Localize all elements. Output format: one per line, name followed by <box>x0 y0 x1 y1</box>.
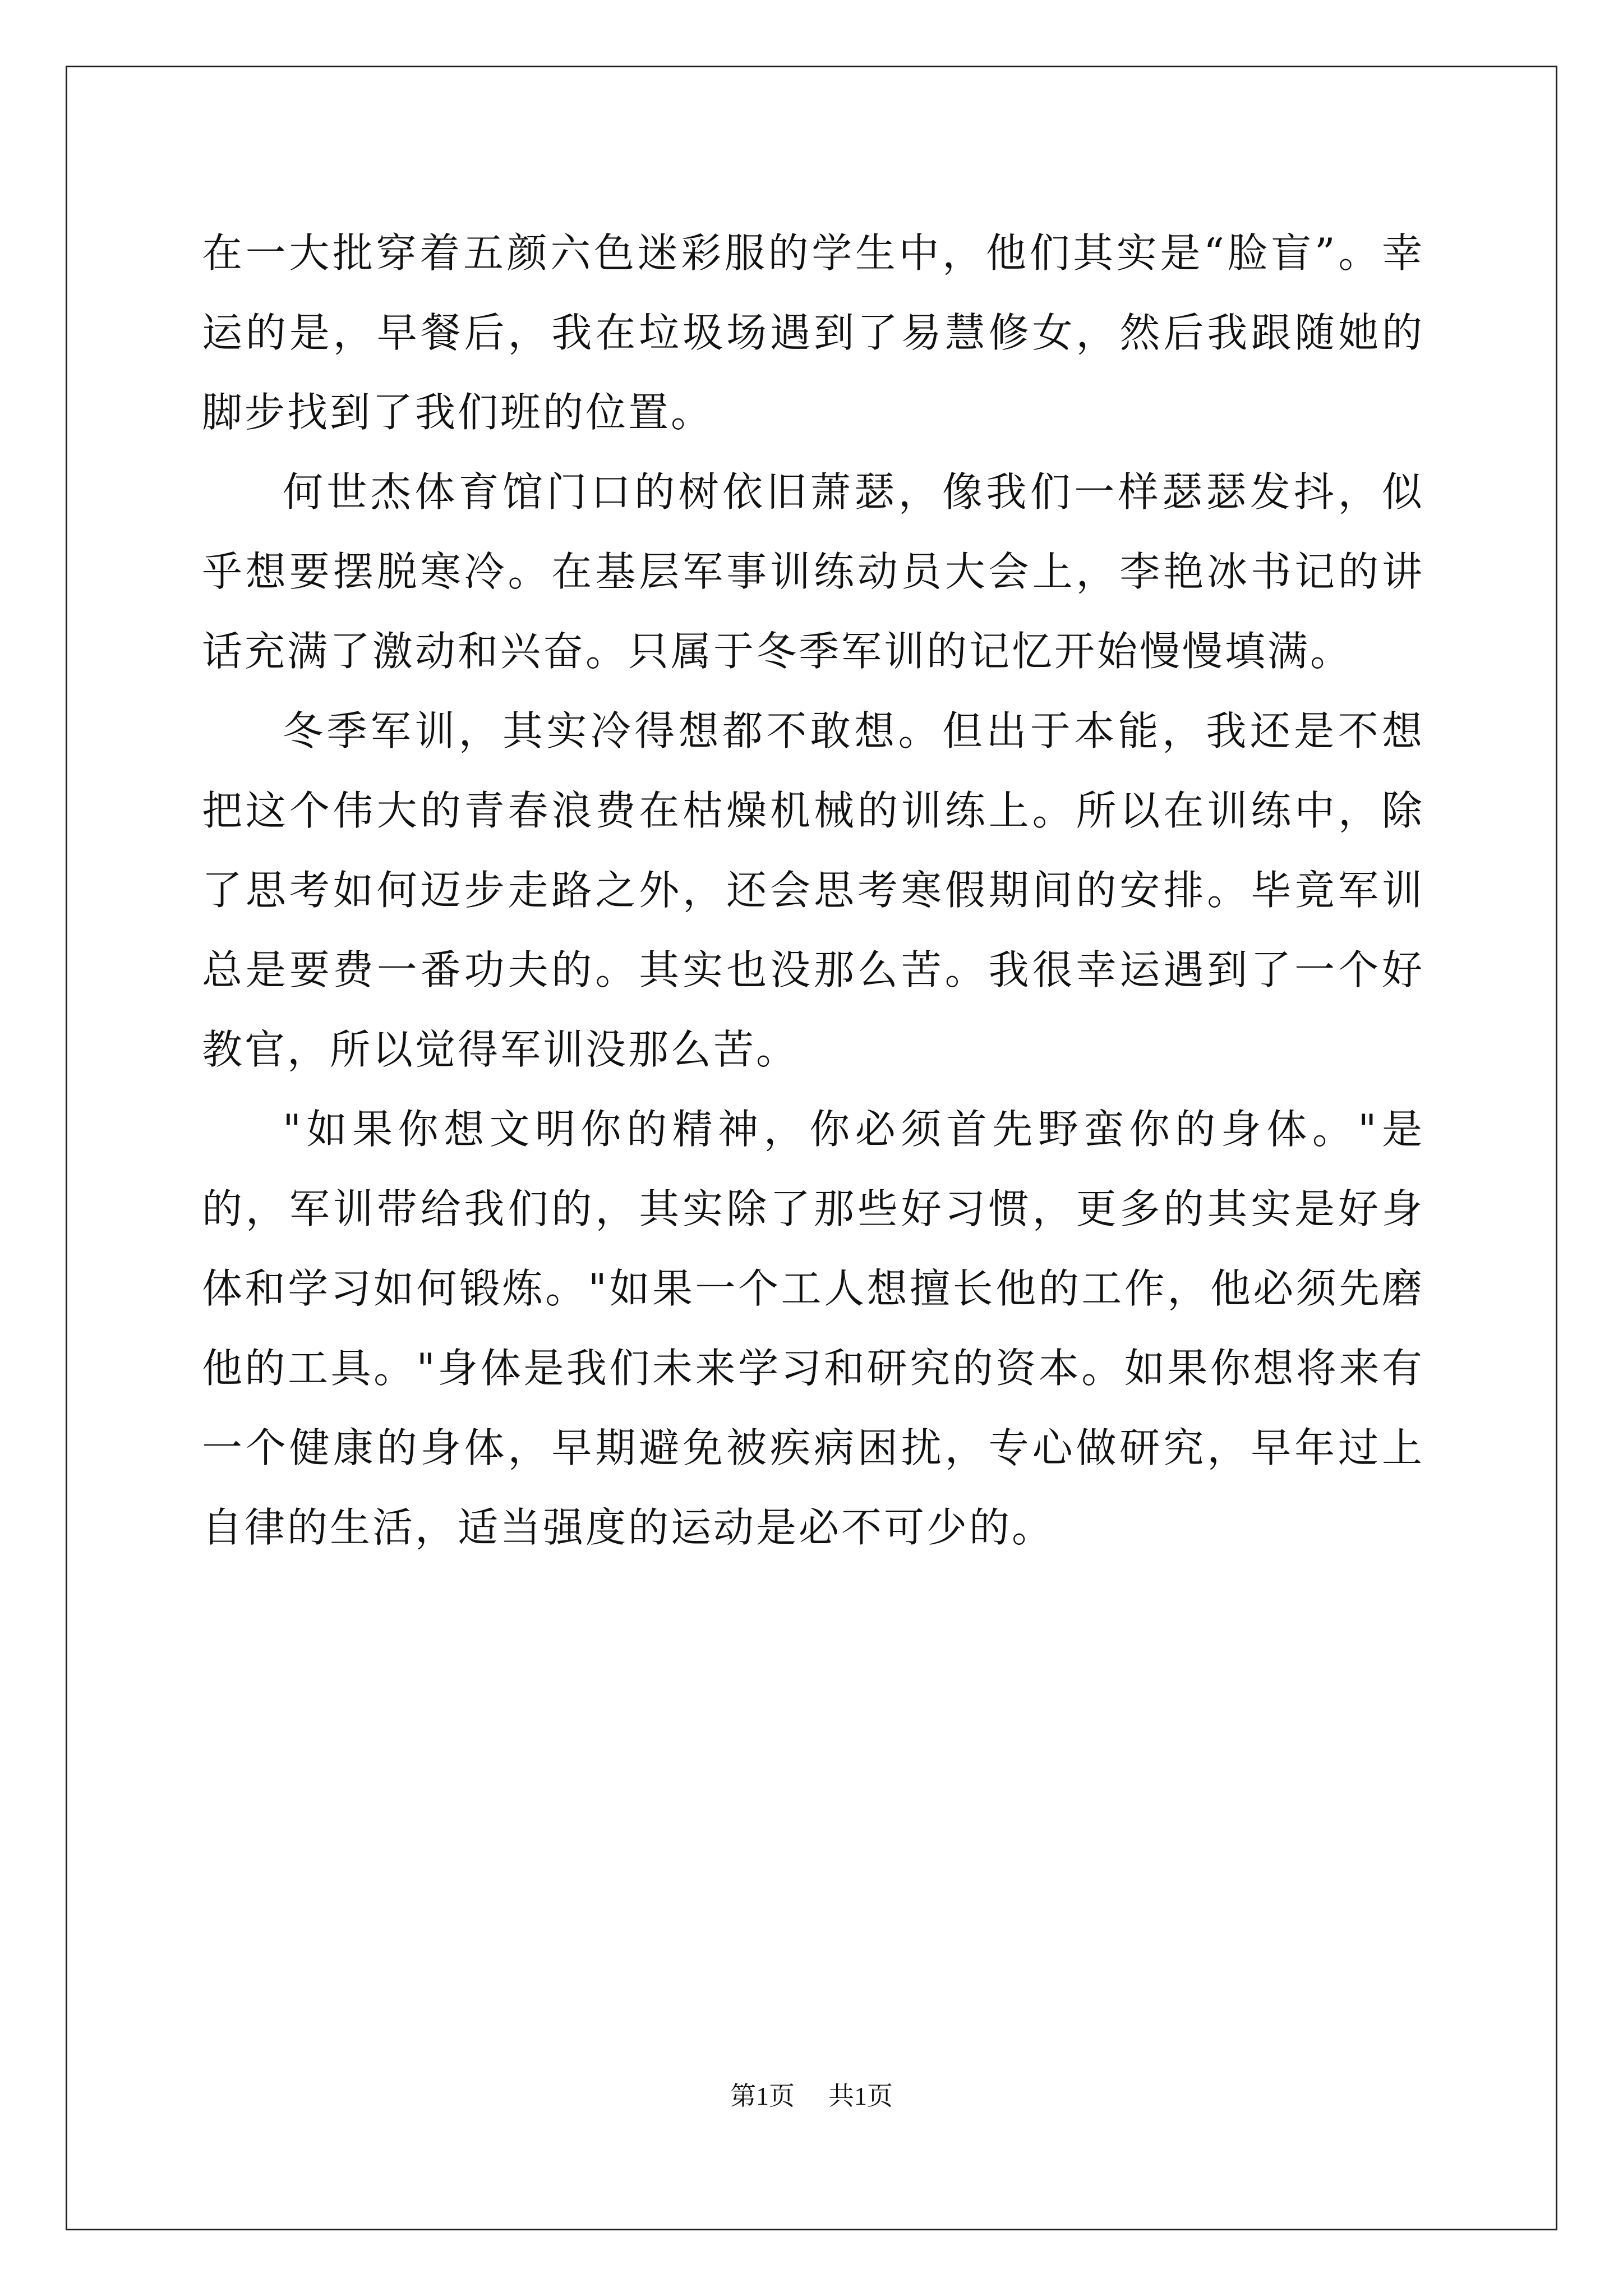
paragraph-1: 在一大批穿着五颜六色迷彩服的学生中，他们其实是“脸盲”。幸运的是，早餐后，我在垃圾场遇到了易慧修女，然后我跟随她的脚步找到了我们班的位置。 <box>202 229 1424 436</box>
paragraph-3: 冬季军训，其实冷得想都不敢想。但出于本能，我还是不想把这个伟大的青春浪费在枯燥机械的训练上。所以在训练中，除了思考如何迈步走路之外，还会思考寒假期间的安排。毕竟军训总是要费一番功夫的。其实也没那么苦。我很幸运遇到了一个好教官，所以觉得军训没那么苦。 <box>202 707 1424 1073</box>
document-body <box>202 213 1424 1567</box>
paragraph-4: "如果你想文明你的精神，你必须首先野蛮你的身体。"是的，军训带给我们的，其实除了那些好习惯，更多的其实是好身体和学习如何锻炼。"如果一个工人想擅长他的工作，他必须先磨他的工具。"身体是我们未来学习和研究的资本。如果你想将来有一个健康的身体，早期避免被疾病困扰，专心做研究，早年过上自律的生活，适当强度的运动是必不可少的。 <box>202 1106 1424 1551</box>
page-footer <box>0 2076 1623 2113</box>
total-pages: 共1页 <box>828 2082 893 2110</box>
paragraph-2: 何世杰体育馆门口的树依旧萧瑟，像我们一样瑟瑟发抖，似乎想要摆脱寒冷。在基层军事训练动员大会上，李艳冰书记的讲话充满了激动和兴奋。只属于冬季军训的记忆开始慢慢填满。 <box>202 468 1424 675</box>
page-number: 第1页 <box>730 2082 795 2110</box>
